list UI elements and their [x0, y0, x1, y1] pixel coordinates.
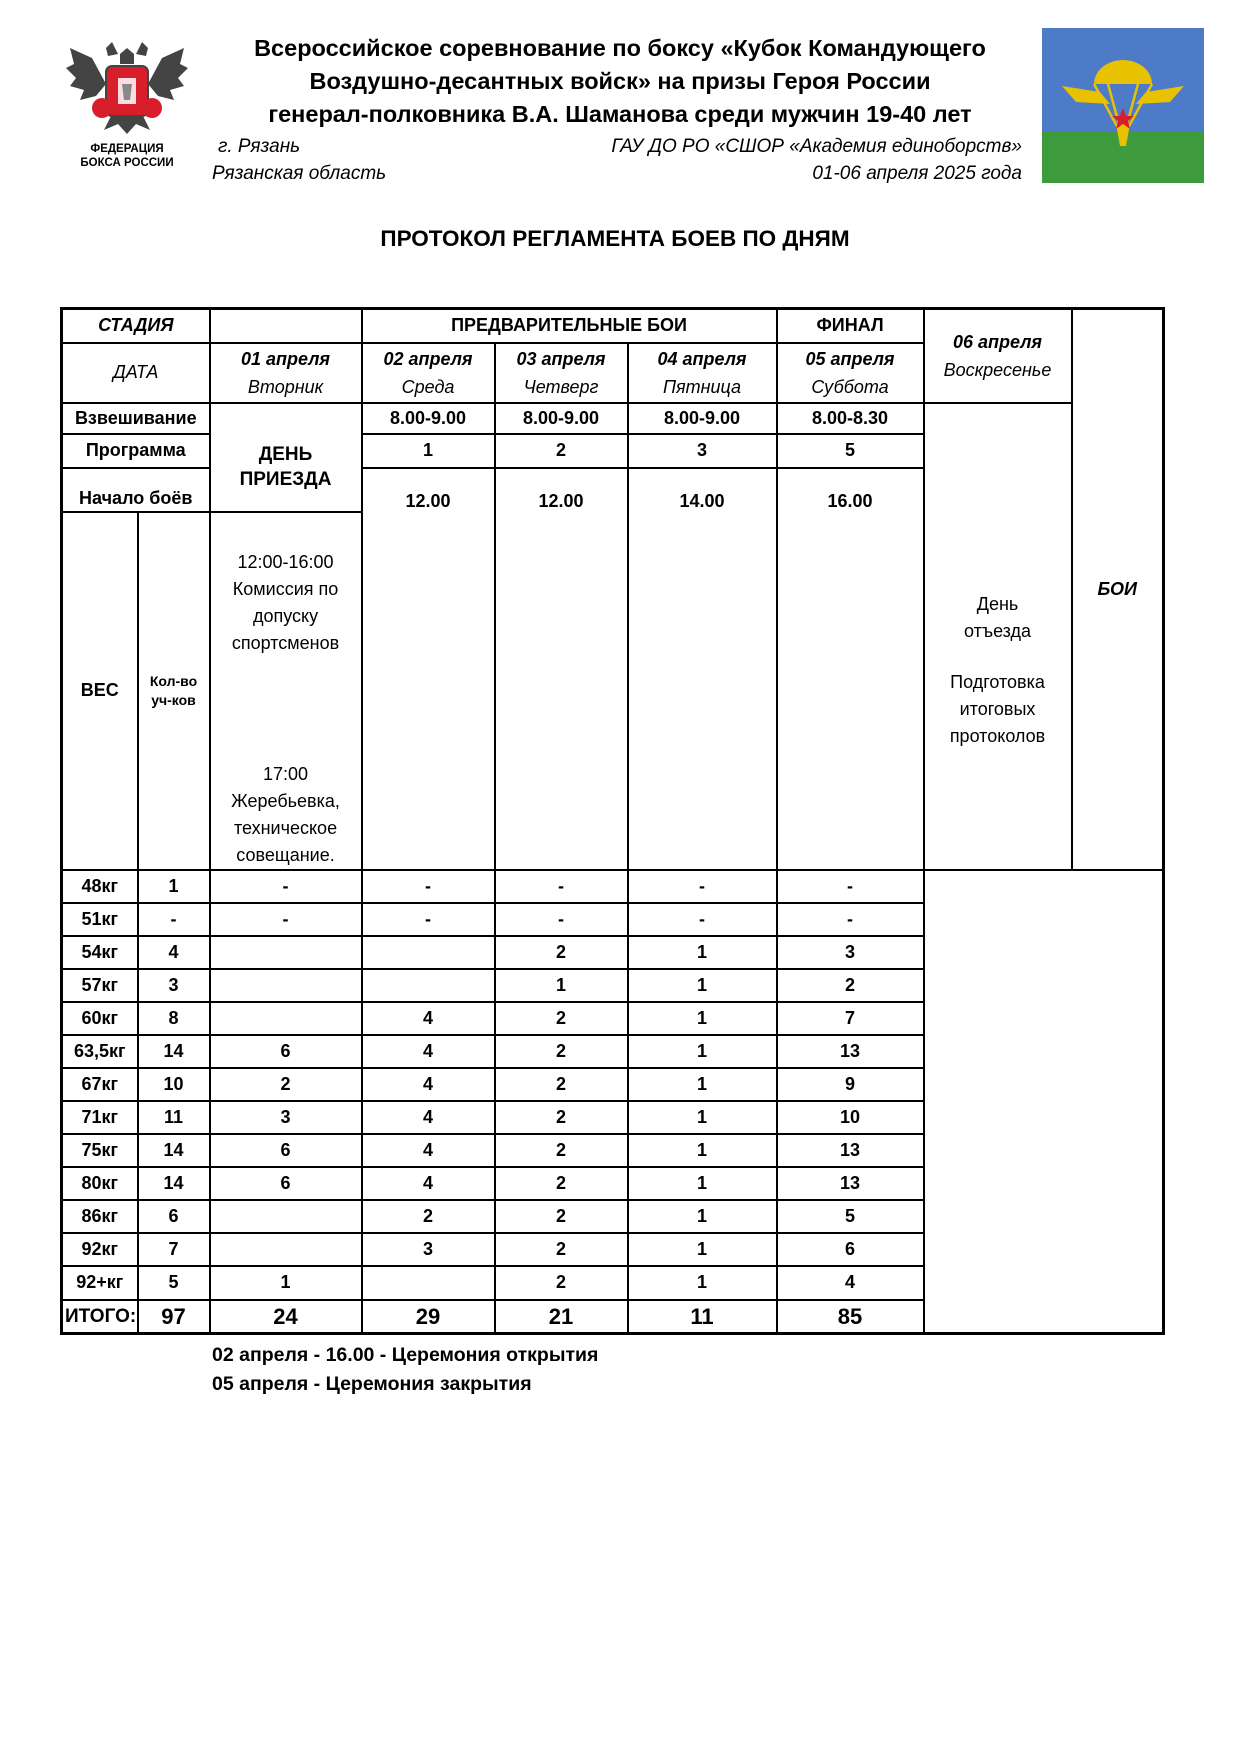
day-3-weekday: Четверг — [523, 376, 599, 397]
day-1-date: 01 апреля — [240, 348, 331, 369]
table-row — [62, 903, 1164, 936]
day-4-bouts: 2 — [495, 1101, 628, 1134]
day-4-bouts: 2 — [495, 1167, 628, 1200]
day-3-bouts — [362, 969, 495, 1002]
day-3-bouts: 4 — [362, 1134, 495, 1167]
eagle-emblem-icon — [62, 34, 192, 142]
arrival-day-cell — [210, 403, 362, 512]
day-5-header — [777, 343, 924, 403]
bouts-total: 2 — [777, 969, 924, 1002]
day-6-weekday: Воскресенье — [943, 359, 1052, 380]
weight-cell: 92кг — [62, 1233, 138, 1266]
weight-cell: 60кг — [62, 1002, 138, 1035]
schedule-table — [60, 307, 1165, 1335]
bouts-total: 4 — [777, 1266, 924, 1300]
day-5-bouts: 1 — [628, 1002, 777, 1035]
bouts-total: - — [777, 903, 924, 936]
protocols-line-1: Подготовка — [950, 671, 1045, 692]
federation-caption-line-2: БОКСА РОССИИ — [80, 157, 174, 169]
day-3-bouts: 4 — [362, 1002, 495, 1035]
day-3-date: 03 апреля — [516, 348, 606, 369]
day-5-bouts: 1 — [628, 1101, 777, 1134]
bouts-total: - — [777, 870, 924, 903]
bouts-total: 10 — [777, 1101, 924, 1134]
draw-line-2: Жеребьевка, — [231, 790, 340, 811]
weight-cell: 67кг — [62, 1068, 138, 1101]
ceremony-notes — [212, 1341, 598, 1399]
day-5-bouts: - — [628, 903, 777, 936]
weight-rows — [62, 870, 1164, 1300]
day-2-bouts — [210, 1002, 362, 1035]
count-cell: 4 — [138, 936, 210, 969]
table-row — [62, 1200, 1164, 1233]
count-cell: 3 — [138, 969, 210, 1002]
protocols-line-3: протоколов — [949, 725, 1046, 746]
draw-line-4: совещание. — [236, 844, 335, 865]
weight-cell: 63,5кг — [62, 1035, 138, 1068]
weight-cell: 51кг — [62, 903, 138, 936]
protocols-line-2: итоговых — [959, 698, 1036, 719]
totals-day-4: 21 — [495, 1300, 628, 1334]
event-title-line-2: Воздушно-десантных войск» на призы Героя России — [309, 68, 931, 94]
start-day-3: 12.00 — [495, 468, 628, 870]
count-cell: 1 — [138, 870, 210, 903]
day-2-bouts: 1 — [210, 1266, 362, 1300]
count-label — [138, 512, 210, 870]
day-2-date: 02 апреля — [383, 348, 473, 369]
totals-row — [62, 1300, 1164, 1334]
day-5-bouts: 1 — [628, 1035, 777, 1068]
day-4-bouts: - — [495, 903, 628, 936]
day-1-weekday: Вторник — [247, 376, 324, 397]
totals-day-5: 11 — [628, 1300, 777, 1334]
day-1-header — [210, 343, 362, 403]
day-5-weekday: Суббота — [811, 376, 889, 397]
day-3-bouts: 3 — [362, 1233, 495, 1266]
day-3-bouts — [362, 1266, 495, 1300]
totals-bouts: 85 — [777, 1300, 924, 1334]
weight-cell: 80кг — [62, 1167, 138, 1200]
program-day-3: 2 — [495, 434, 628, 468]
day-5-bouts: 1 — [628, 1266, 777, 1300]
day-5-bouts: 1 — [628, 969, 777, 1002]
day-5-bouts: 1 — [628, 1233, 777, 1266]
day-5-bouts: 1 — [628, 1134, 777, 1167]
weight-cell: 48кг — [62, 870, 138, 903]
day-5-bouts: 1 — [628, 1068, 777, 1101]
day-4-header — [628, 343, 777, 403]
commission-line-3: допуску — [252, 605, 319, 626]
date-label: ДАТА — [62, 343, 210, 403]
day-2-bouts: 6 — [210, 1167, 362, 1200]
day-4-weekday: Пятница — [662, 376, 742, 397]
day-2-bouts — [210, 1233, 362, 1266]
table-row — [62, 1035, 1164, 1068]
count-cell: 5 — [138, 1266, 210, 1300]
program-day-5: 5 — [777, 434, 924, 468]
day-2-bouts: 6 — [210, 1035, 362, 1068]
start-day-2: 12.00 — [362, 468, 495, 870]
totals-count: 97 — [138, 1300, 210, 1334]
weight-label: ВЕС — [62, 512, 138, 870]
day-4-bouts: - — [495, 870, 628, 903]
weight-cell: 92+кг — [62, 1266, 138, 1300]
table-row — [62, 870, 1164, 903]
start-label: Начало боёв — [62, 468, 210, 512]
table-row — [62, 1233, 1164, 1266]
day-2-bouts: 3 — [210, 1101, 362, 1134]
day-3-bouts: - — [362, 870, 495, 903]
count-cell: 8 — [138, 1002, 210, 1035]
table-row — [62, 1167, 1164, 1200]
day-2-bouts: 2 — [210, 1068, 362, 1101]
draw-line-3: техническое — [233, 817, 338, 838]
table-row — [62, 1101, 1164, 1134]
departure-line-2: отъезда — [963, 620, 1032, 641]
arrival-line-2: ПРИЕЗДА — [239, 468, 332, 490]
count-cell: - — [138, 903, 210, 936]
day-3-bouts: 4 — [362, 1101, 495, 1134]
table-row — [62, 1002, 1164, 1035]
airborne-flag — [1042, 28, 1204, 183]
totals-label: ИТОГО: — [62, 1300, 138, 1334]
day-5-bouts: - — [628, 870, 777, 903]
day-5-bouts: 1 — [628, 1200, 777, 1233]
bouts-total: 13 — [777, 1167, 924, 1200]
start-day-4: 14.00 — [628, 468, 777, 870]
commission-line-1: 12:00-16:00 — [237, 551, 334, 572]
event-header — [215, 32, 1025, 131]
day-2-bouts: - — [210, 870, 362, 903]
event-city: г. Рязань — [218, 136, 301, 157]
day-5-bouts: 1 — [628, 1167, 777, 1200]
program-label: Программа — [62, 434, 210, 468]
count-label-line-2: уч-ков — [151, 691, 196, 708]
day-2-bouts: 6 — [210, 1134, 362, 1167]
day-1-cell — [210, 512, 362, 870]
day-4-bouts: 1 — [495, 969, 628, 1002]
prelim-label: ПРЕДВАРИТЕЛЬНЫЕ БОИ — [362, 309, 777, 343]
arrival-line-1: ДЕНЬ — [258, 443, 313, 465]
federation-caption-line-1: ФЕДЕРАЦИЯ — [90, 143, 164, 155]
day-5-date: 05 апреля — [805, 348, 895, 369]
note-closing: 05 апреля - Церемония закрытия — [212, 1373, 532, 1395]
day-2-header — [362, 343, 495, 403]
commission-line-4: спортсменов — [231, 632, 340, 653]
day-2-weekday: Среда — [401, 376, 455, 397]
day-3-bouts: 4 — [362, 1068, 495, 1101]
table-row — [62, 1266, 1164, 1300]
count-cell: 6 — [138, 1200, 210, 1233]
count-cell: 7 — [138, 1233, 210, 1266]
day-3-bouts: 4 — [362, 1167, 495, 1200]
bouts-total: 13 — [777, 1134, 924, 1167]
table-row — [62, 969, 1164, 1002]
day-4-bouts: 2 — [495, 1002, 628, 1035]
bouts-total: 9 — [777, 1068, 924, 1101]
day-3-bouts: 4 — [362, 1035, 495, 1068]
stage-label: СТАДИЯ — [62, 309, 210, 343]
day-2-bouts — [210, 969, 362, 1002]
start-day-5: 16.00 — [777, 468, 924, 870]
day-4-bouts: 2 — [495, 1134, 628, 1167]
day-4-bouts: 2 — [495, 1200, 628, 1233]
bouts-label: БОИ — [1072, 309, 1164, 870]
totals-day-2: 24 — [210, 1300, 362, 1334]
weight-cell: 86кг — [62, 1200, 138, 1233]
day-3-bouts: 2 — [362, 1200, 495, 1233]
federation-logo — [62, 34, 192, 169]
day-6-header — [924, 309, 1072, 403]
day-6-date: 06 апреля — [952, 331, 1043, 352]
day-4-date: 04 апреля — [657, 348, 747, 369]
count-cell: 14 — [138, 1035, 210, 1068]
bouts-total: 5 — [777, 1200, 924, 1233]
note-opening: 02 апреля - 16.00 - Церемония открытия — [212, 1344, 599, 1366]
program-day-4: 3 — [628, 434, 777, 468]
day-3-header — [495, 343, 628, 403]
event-region: Рязанская область — [212, 163, 387, 184]
table-row — [62, 1068, 1164, 1101]
day-3-bouts — [362, 936, 495, 969]
event-title-line-3: генерал-полковника В.А. Шаманова среди мужчин 19-40 лет — [268, 101, 972, 127]
day-4-bouts: 2 — [495, 936, 628, 969]
commission-line-2: Комиссия по — [232, 578, 339, 599]
weighin-label: Взвешивание — [62, 403, 210, 434]
day-2-bouts — [210, 936, 362, 969]
day-6-cell — [924, 403, 1072, 870]
draw-line-1: 17:00 — [262, 763, 309, 784]
protocol-title: ПРОТОКОЛ РЕГЛАМЕНТА БОЕВ ПО ДНЯМ — [380, 226, 850, 251]
event-title-line-1: Всероссийское соревнование по боксу «Кубок Командующего — [254, 35, 986, 61]
weighin-day-2: 8.00-9.00 — [362, 403, 495, 434]
weighin-day-5: 8.00-8.30 — [777, 403, 924, 434]
weighin-day-4: 8.00-9.00 — [628, 403, 777, 434]
day-2-bouts: - — [210, 903, 362, 936]
day-5-bouts: 1 — [628, 936, 777, 969]
event-dates: 01-06 апреля 2025 года — [812, 163, 1022, 184]
weight-cell: 75кг — [62, 1134, 138, 1167]
weight-cell: 54кг — [62, 936, 138, 969]
airborne-emblem-icon — [1042, 28, 1204, 183]
count-cell: 11 — [138, 1101, 210, 1134]
table-row — [62, 936, 1164, 969]
weight-cell: 71кг — [62, 1101, 138, 1134]
bouts-total: 3 — [777, 936, 924, 969]
totals-day-3: 29 — [362, 1300, 495, 1334]
bouts-total: 7 — [777, 1002, 924, 1035]
day-4-bouts: 2 — [495, 1266, 628, 1300]
day-3-bouts: - — [362, 903, 495, 936]
count-label-line-1: Кол-во — [149, 672, 198, 689]
departure-line-1: День — [976, 593, 1019, 614]
day-4-bouts: 2 — [495, 1233, 628, 1266]
bouts-total: 6 — [777, 1233, 924, 1266]
bouts-total: 13 — [777, 1035, 924, 1068]
day-4-bouts: 2 — [495, 1068, 628, 1101]
weight-cell: 57кг — [62, 969, 138, 1002]
final-label: ФИНАЛ — [777, 309, 924, 343]
day-2-bouts — [210, 1200, 362, 1233]
day-4-bouts: 2 — [495, 1035, 628, 1068]
weighin-day-3: 8.00-9.00 — [495, 403, 628, 434]
event-venue: ГАУ ДО РО «СШОР «Академия единоборств» — [611, 136, 1022, 157]
program-day-2: 1 — [362, 434, 495, 468]
table-row — [62, 1134, 1164, 1167]
stage-empty-cell — [210, 309, 362, 343]
count-cell: 10 — [138, 1068, 210, 1101]
count-cell: 14 — [138, 1134, 210, 1167]
count-cell: 14 — [138, 1167, 210, 1200]
